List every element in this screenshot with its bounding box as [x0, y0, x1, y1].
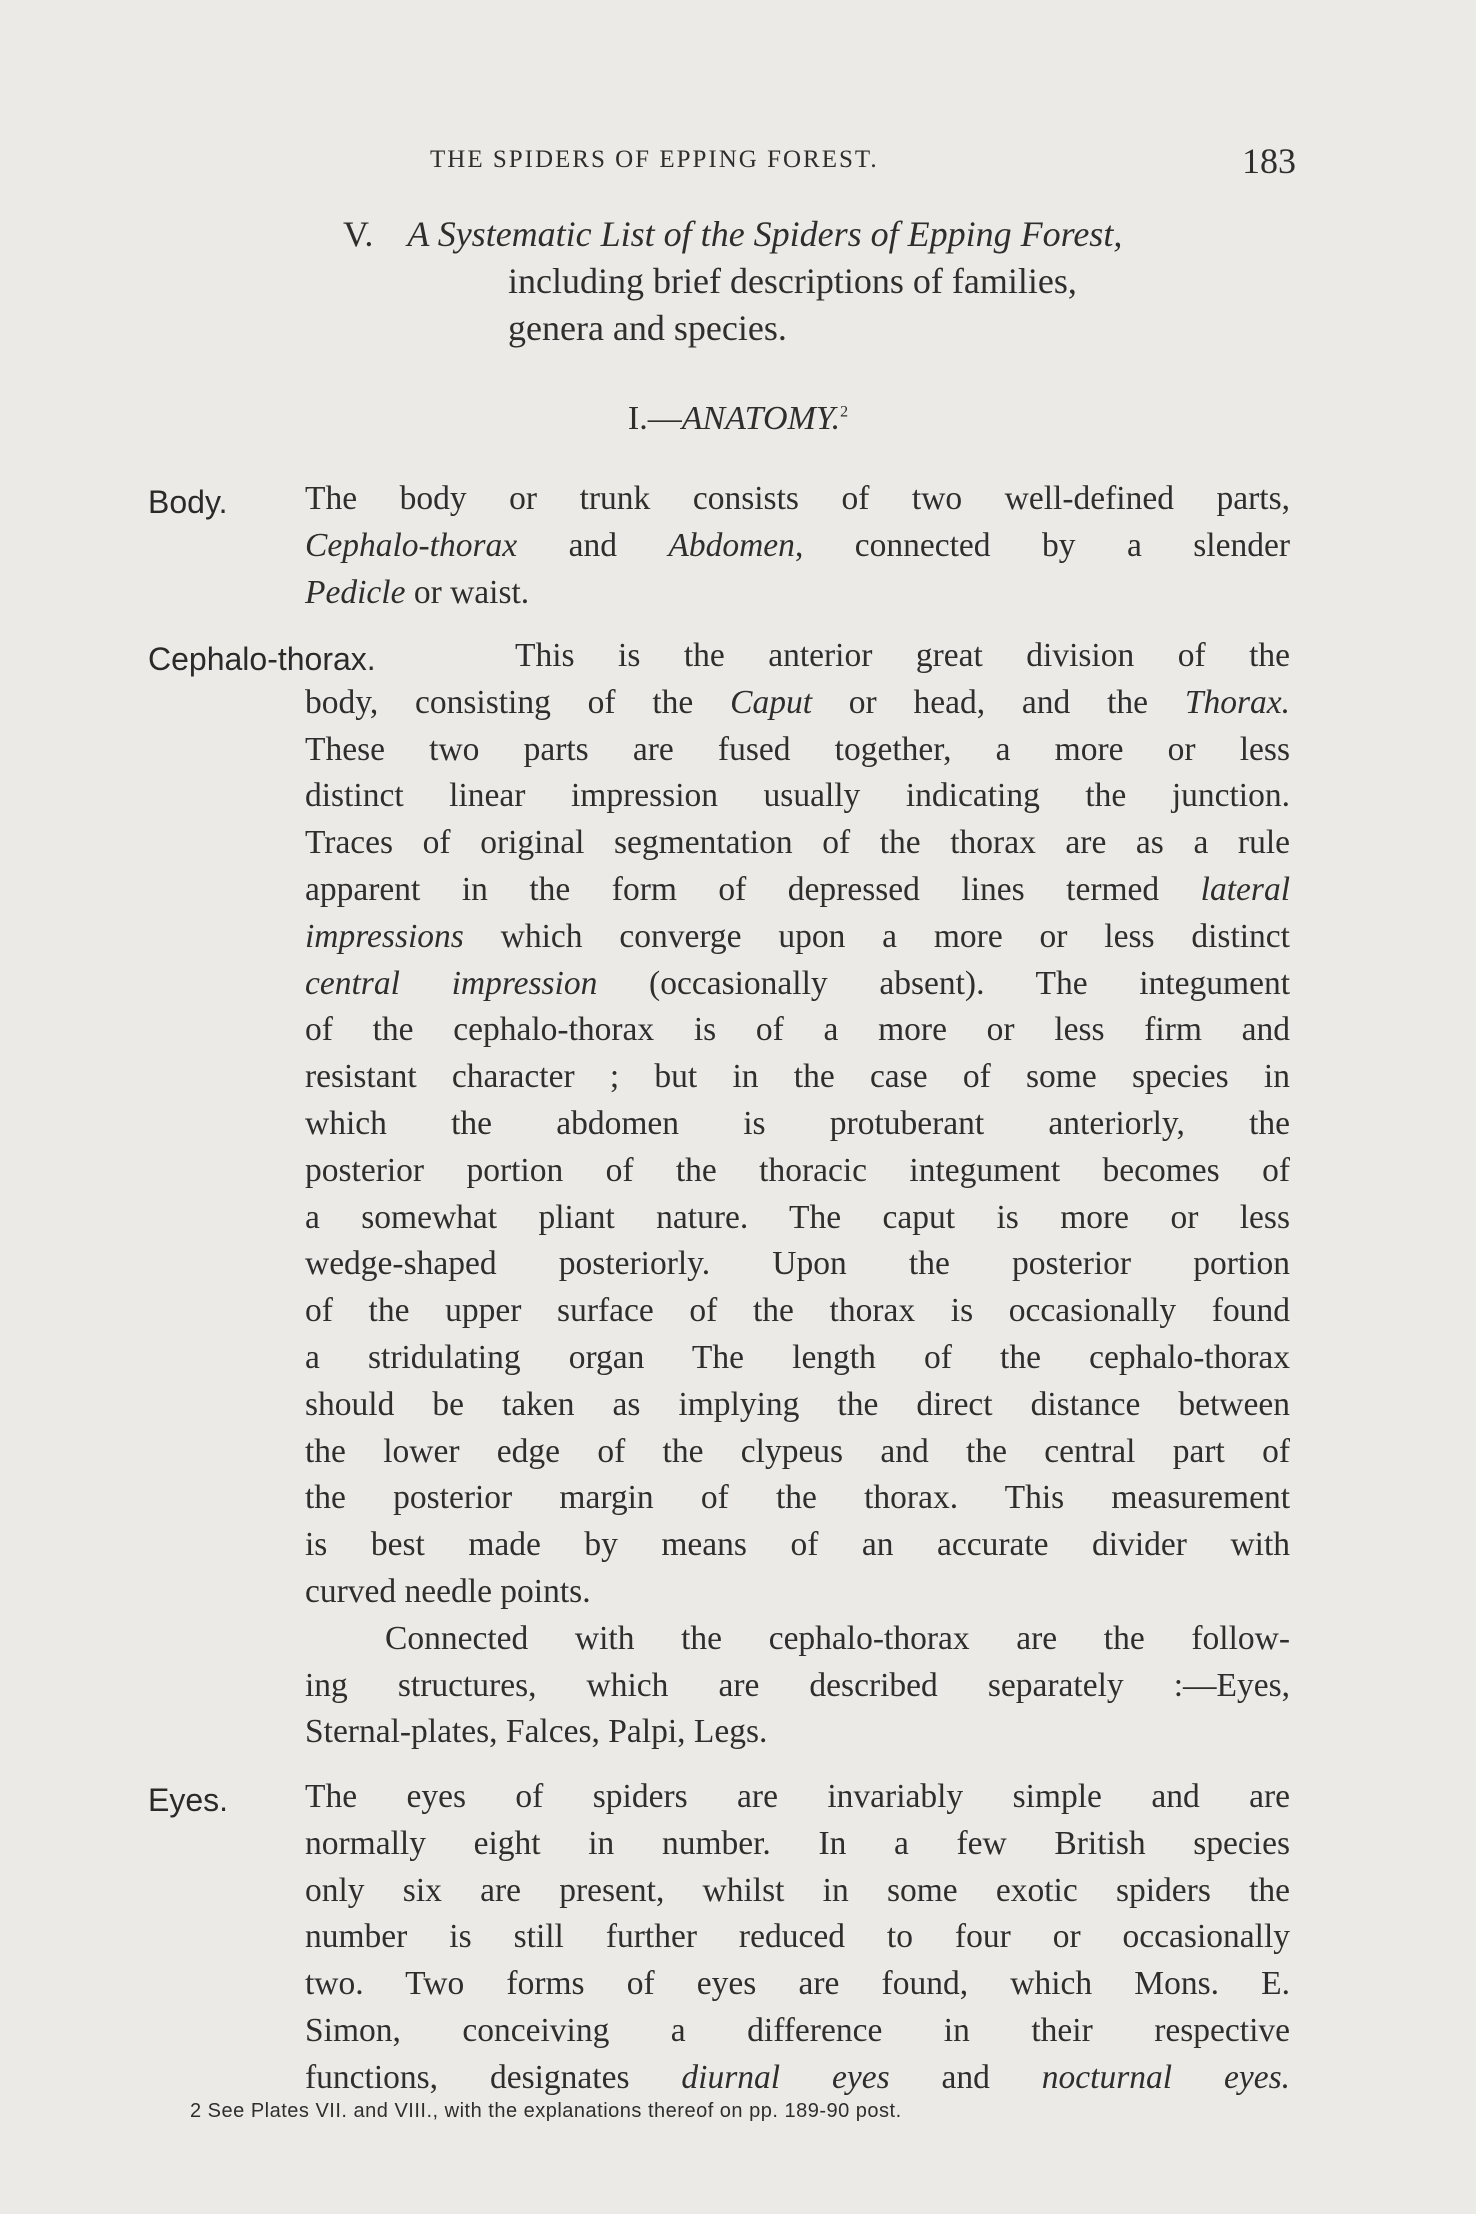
section-title-line-3: genera and species.: [508, 308, 787, 348]
text-run: (occasionally absent). The integument: [597, 964, 1290, 1002]
text-run: wedge-shaped posteriorly. Upon the posterior portion: [305, 1245, 1290, 1283]
text-line: [305, 527, 1290, 574]
text-line: [305, 1105, 1290, 1152]
page-number: 183: [1242, 141, 1296, 181]
text-run: body, consisting of the: [305, 683, 731, 721]
text-run: two. Two forms of eyes are found, which Mons. E.: [305, 1965, 1290, 2003]
text-run: or waist.: [405, 573, 530, 611]
text-line: [305, 1825, 1290, 1872]
text-run: lateral: [1200, 871, 1290, 908]
text-line: [305, 1292, 1290, 1339]
text-run: impressions: [305, 917, 464, 955]
subheading-prefix: I.—: [627, 400, 682, 437]
text-run: Thorax.: [1184, 683, 1290, 721]
text-run: is best made by means of an accurate divider with: [305, 1526, 1290, 1564]
text-line: [305, 1526, 1290, 1573]
text-line: [305, 731, 1290, 778]
text-run: a somewhat pliant nature. The caput is more or less: [305, 1198, 1290, 1236]
section-title-line-1: [343, 213, 1122, 255]
text-line: [305, 1778, 1290, 1825]
text-line: [305, 574, 529, 612]
text-run: ing structures, which are described separately :—Eyes,: [305, 1666, 1290, 1704]
text-line: [305, 480, 1290, 527]
footnote: 2 See Plates VII. and VIII., with the explanations thereof on pp. 189-90 post.: [190, 2100, 902, 2122]
text-line: [305, 2012, 1290, 2059]
text-run: Cephalo-thorax: [305, 526, 518, 564]
text-line: [305, 1245, 1290, 1292]
text-run: Simon, conceiving a difference in their respective: [305, 2012, 1290, 2049]
text-line: [305, 1667, 1290, 1714]
text-run: a stridulating organ The length of the cephalo-thorax: [305, 1339, 1290, 1376]
text-run: Pedicle: [305, 573, 406, 611]
text-run: and: [517, 526, 669, 564]
text-run: curved needle points.: [305, 1573, 591, 1610]
text-line: [305, 684, 1290, 731]
text-line: [305, 1918, 1290, 1965]
sidehead: Eyes.: [148, 1782, 229, 1818]
text-run: Abdomen: [668, 526, 795, 564]
text-line: [305, 1433, 1290, 1480]
text-run: The eyes of spiders are invariably simple and are: [305, 1778, 1290, 1815]
text-run: These two parts are fused together, a more or less: [305, 730, 1290, 768]
text-run: Traces of original segmentation of the thorax are as a rule: [305, 824, 1290, 862]
text-run: apparent in the form of depressed lines termed: [305, 871, 1201, 908]
sidehead: Cephalo-thorax.: [148, 641, 376, 677]
text-line: [305, 965, 1290, 1012]
text-line: [305, 1965, 1290, 2012]
subheading: [0, 400, 1476, 438]
text-run: Caput: [730, 683, 812, 721]
text-run: diurnal eyes: [681, 2058, 890, 2096]
text-line: [305, 918, 1290, 965]
subheading-title: ANATOMY.: [681, 400, 841, 437]
text-run: which the abdomen is protuberant anteriorly, the: [305, 1105, 1290, 1142]
text-run: only six are present, whilst in some exotic spiders the: [305, 1871, 1290, 1909]
text-run: central impression: [305, 964, 598, 1002]
text-run: This is the anterior great division of the: [515, 637, 1290, 674]
sidehead: Body.: [148, 484, 228, 520]
text-run: of the upper surface of the thorax is occasionally found: [305, 1292, 1290, 1330]
section-title-line-2: including brief descriptions of families,: [508, 261, 1077, 301]
text-run: , connected by a slender: [794, 526, 1290, 564]
text-line: [305, 2059, 1290, 2106]
footnote-ref: 2: [840, 403, 849, 421]
text-run: posterior portion of the thoracic integument becomes of: [305, 1151, 1290, 1189]
text-run: Sternal-plates, Falces, Palpi, Legs.: [305, 1713, 768, 1751]
text-run: functions, designates: [305, 2058, 682, 2096]
text-line: [305, 1479, 1290, 1526]
text-line: [305, 1011, 1290, 1058]
text-line: [305, 1386, 1290, 1433]
text-line: [305, 1573, 591, 1611]
text-run: and: [889, 2058, 1042, 2096]
text-run: number is still further reduced to four or occasionally: [305, 1918, 1290, 1956]
text-line: [305, 1058, 1290, 1105]
section-title-text: A Systematic List of the Spiders of Epping Forest,: [407, 214, 1123, 254]
text-run: nocturnal eyes.: [1041, 2058, 1290, 2096]
text-run: The body or trunk consists of two well-defined parts,: [305, 480, 1290, 517]
text-run: should be taken as implying the direct distance between: [305, 1385, 1290, 1423]
text-line: [385, 1620, 1290, 1667]
text-line: [305, 1713, 767, 1751]
text-run: which converge upon a more or less distinct: [463, 917, 1290, 955]
text-line: [515, 637, 1290, 684]
text-run: the posterior margin of the thorax. This measurement: [305, 1479, 1290, 1517]
text-line: [305, 1199, 1290, 1246]
text-run: of the cephalo-thorax is of a more or less firm and: [305, 1011, 1290, 1049]
text-run: normally eight in number. In a few British species: [305, 1824, 1290, 1862]
text-line: [305, 777, 1290, 824]
text-line: [305, 1339, 1290, 1386]
text-run: distinct linear impression usually indicating the junction.: [305, 777, 1290, 815]
text-line: [305, 1872, 1290, 1919]
text-line: [305, 824, 1290, 871]
text-line: [305, 871, 1290, 918]
text-run: or head, and the: [812, 683, 1185, 721]
text-line: [305, 1152, 1290, 1199]
text-run: Connected with the cephalo-thorax are the follow-: [385, 1619, 1290, 1657]
running-title: THE SPIDERS OF EPPING FOREST.: [430, 146, 879, 173]
text-run: the lower edge of the clypeus and the central part of: [305, 1432, 1290, 1470]
text-run: resistant character ; but in the case of some species in: [305, 1058, 1290, 1096]
section-numeral: V.: [343, 214, 374, 254]
